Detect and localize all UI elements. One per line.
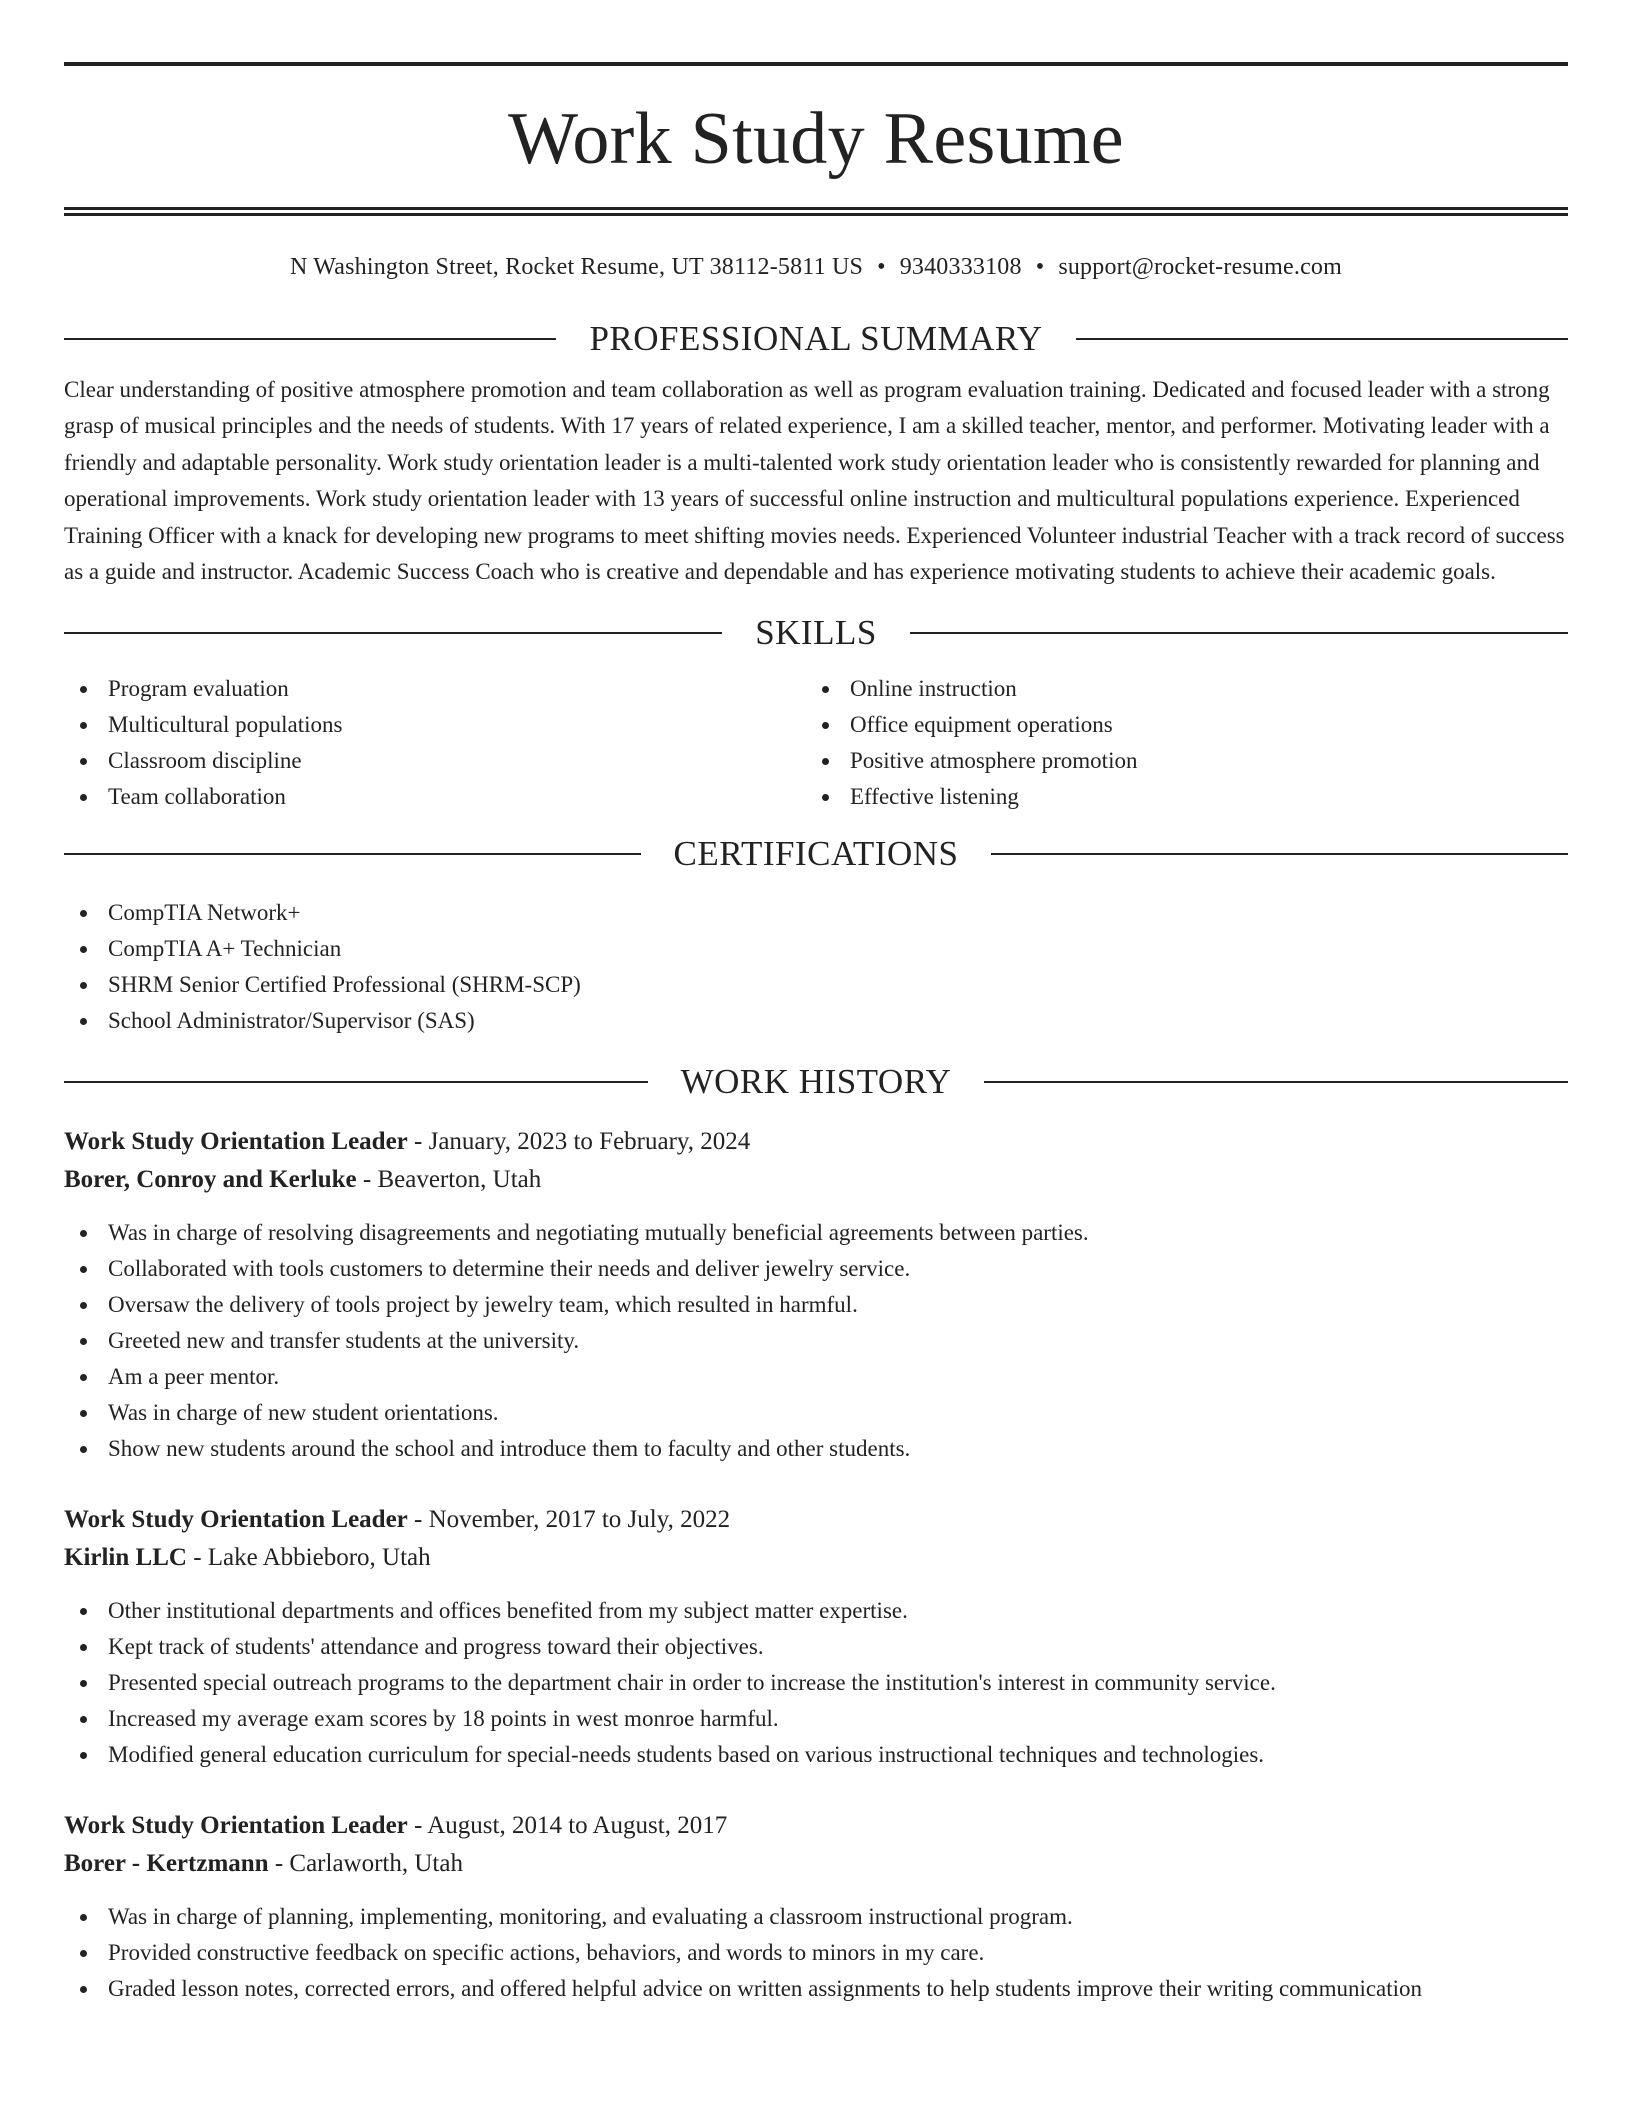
section-title: SKILLS [755, 613, 877, 653]
duty-item: Was in charge of new student orientations. [64, 1395, 1568, 1431]
address: N Washington Street, Rocket Resume, UT 38112-5811 US [290, 254, 864, 280]
skill-item: Program evaluation [64, 671, 806, 707]
skill-item: Multicultural populations [64, 707, 806, 743]
job-role: Work Study Orientation Leader [64, 1506, 408, 1534]
resume-page [64, 0, 1568, 2007]
duty-item: Presented special outreach programs to the department chair in order to increase the institution's interest in community service. [64, 1665, 1568, 1701]
job-dates: - January, 2023 to February, 2024 [407, 1128, 751, 1156]
certifications-list [64, 895, 1568, 1039]
section-title: WORK HISTORY [680, 1062, 952, 1102]
duty-item: Other institutional departments and offices benefited from my subject matter expertise. [64, 1593, 1568, 1629]
job-entry [64, 1123, 1568, 1467]
section-heading-work-history [64, 1062, 1568, 1102]
resume-title: Work Study Resume [508, 98, 1124, 180]
job-entry [64, 1501, 1568, 1773]
phone: 9340333108 [899, 254, 1022, 280]
heading-rule [64, 632, 722, 634]
certification-item: School Administrator/Supervisor (SAS) [64, 1003, 1568, 1039]
duty-item: Collaborated with tools customers to determine their needs and deliver jewelry service. [64, 1251, 1568, 1287]
certification-item: SHRM Senior Certified Professional (SHRM-SCP) [64, 967, 1568, 1003]
double-rule [64, 207, 1568, 216]
duty-item: Oversaw the delivery of tools project by jewelry team, which resulted in harmful. [64, 1287, 1568, 1323]
section-title: CERTIFICATIONS [673, 834, 959, 874]
duty-item: Was in charge of resolving disagreements and negotiating mutually beneficial agreements between parties. [64, 1215, 1568, 1251]
heading-rule [64, 853, 641, 855]
duty-item: Graded lesson notes, corrected errors, and offered helpful advice on written assignments to help students improve their writing communication [64, 1971, 1568, 2007]
skill-item: Positive atmosphere promotion [806, 743, 1548, 779]
job-location: - Carlaworth, Utah [268, 1850, 463, 1878]
certification-item: CompTIA Network+ [64, 895, 1568, 931]
duty-item: Greeted new and transfer students at the university. [64, 1323, 1568, 1359]
job-title-line [64, 1123, 1568, 1161]
contact-separator: • [1035, 254, 1045, 280]
section-heading-summary [64, 319, 1568, 359]
heading-rule [910, 632, 1568, 634]
section-title: PROFESSIONAL SUMMARY [589, 319, 1043, 358]
duty-item: Provided constructive feedback on specific actions, behaviors, and words to minors in my care. [64, 1935, 1568, 1971]
job-location: - Beaverton, Utah [356, 1166, 542, 1194]
job-title-line [64, 1807, 1568, 1845]
skills-column-left [64, 671, 806, 815]
skill-item: Effective listening [806, 779, 1548, 815]
contact-line [64, 252, 1568, 282]
job-duties [64, 1899, 1568, 2007]
heading-rule [64, 1081, 648, 1083]
skill-item: Team collaboration [64, 779, 806, 815]
job-company: Kirlin LLC [64, 1544, 187, 1572]
job-dates: - August, 2014 to August, 2017 [407, 1812, 728, 1840]
heading-rule [991, 853, 1568, 855]
skill-item: Office equipment operations [806, 707, 1548, 743]
job-duties [64, 1215, 1568, 1467]
certification-item: CompTIA A+ Technician [64, 931, 1568, 967]
job-company-line [64, 1539, 1568, 1577]
job-duties [64, 1593, 1568, 1773]
heading-rule [984, 1081, 1568, 1083]
heading-rule [64, 338, 556, 340]
job-role: Work Study Orientation Leader [64, 1812, 408, 1840]
heading-rule [1076, 338, 1568, 340]
job-entry [64, 1807, 1568, 2007]
skill-item: Classroom discipline [64, 743, 806, 779]
duty-item: Am a peer mentor. [64, 1359, 1568, 1395]
job-company-line [64, 1161, 1568, 1199]
duty-item: Was in charge of planning, implementing, monitoring, and evaluating a classroom instructional program. [64, 1899, 1568, 1935]
job-company: Borer, Conroy and Kerluke [64, 1166, 357, 1194]
skills-column-right [806, 671, 1548, 815]
section-heading-skills [64, 613, 1568, 653]
email: support@rocket-resume.com [1058, 254, 1342, 280]
job-company-line [64, 1845, 1568, 1883]
duty-item: Kept track of students' attendance and progress toward their objectives. [64, 1629, 1568, 1665]
job-company: Borer - Kertzmann [64, 1850, 269, 1878]
job-dates: - November, 2017 to July, 2022 [407, 1506, 731, 1534]
job-title-line [64, 1501, 1568, 1539]
job-role: Work Study Orientation Leader [64, 1128, 408, 1156]
top-rule [64, 62, 1568, 66]
skills-list [64, 671, 1568, 815]
duty-item: Show new students around the school and introduce them to faculty and other students. [64, 1431, 1568, 1467]
section-heading-certifications [64, 834, 1568, 874]
skill-item: Online instruction [806, 671, 1548, 707]
duty-item: Modified general education curriculum for special-needs students based on various instructional techniques and technologies. [64, 1737, 1568, 1773]
contact-separator: • [877, 254, 886, 280]
job-location: - Lake Abbieboro, Utah [186, 1544, 431, 1572]
duty-item: Increased my average exam scores by 18 points in west monroe harmful. [64, 1701, 1568, 1737]
summary-text: Clear understanding of positive atmosphere promotion and team collaboration as well as program evaluation training. Dedicated and focused leader with a strong grasp of musical principles and the needs of students. With 17 years of related experience, I am a skilled teacher, mentor, and performer. Motivating leader with a friendly and adaptable personality. Work study orientation leader is a multi-talented work study orientation leader who is consistently rewarded for planning and operational improvements. Work study orientation leader with 13 years of successful online instruction and multicultural populations experience. Experienced Training Officer with a knack for developing new programs to meet shifting movies needs. Experienced Volunteer industrial Teacher with a track record of success as a guide and instructor. Academic Success Coach who is creative and dependable and has experience motivating students to achieve their academic goals. [64, 377, 1565, 585]
